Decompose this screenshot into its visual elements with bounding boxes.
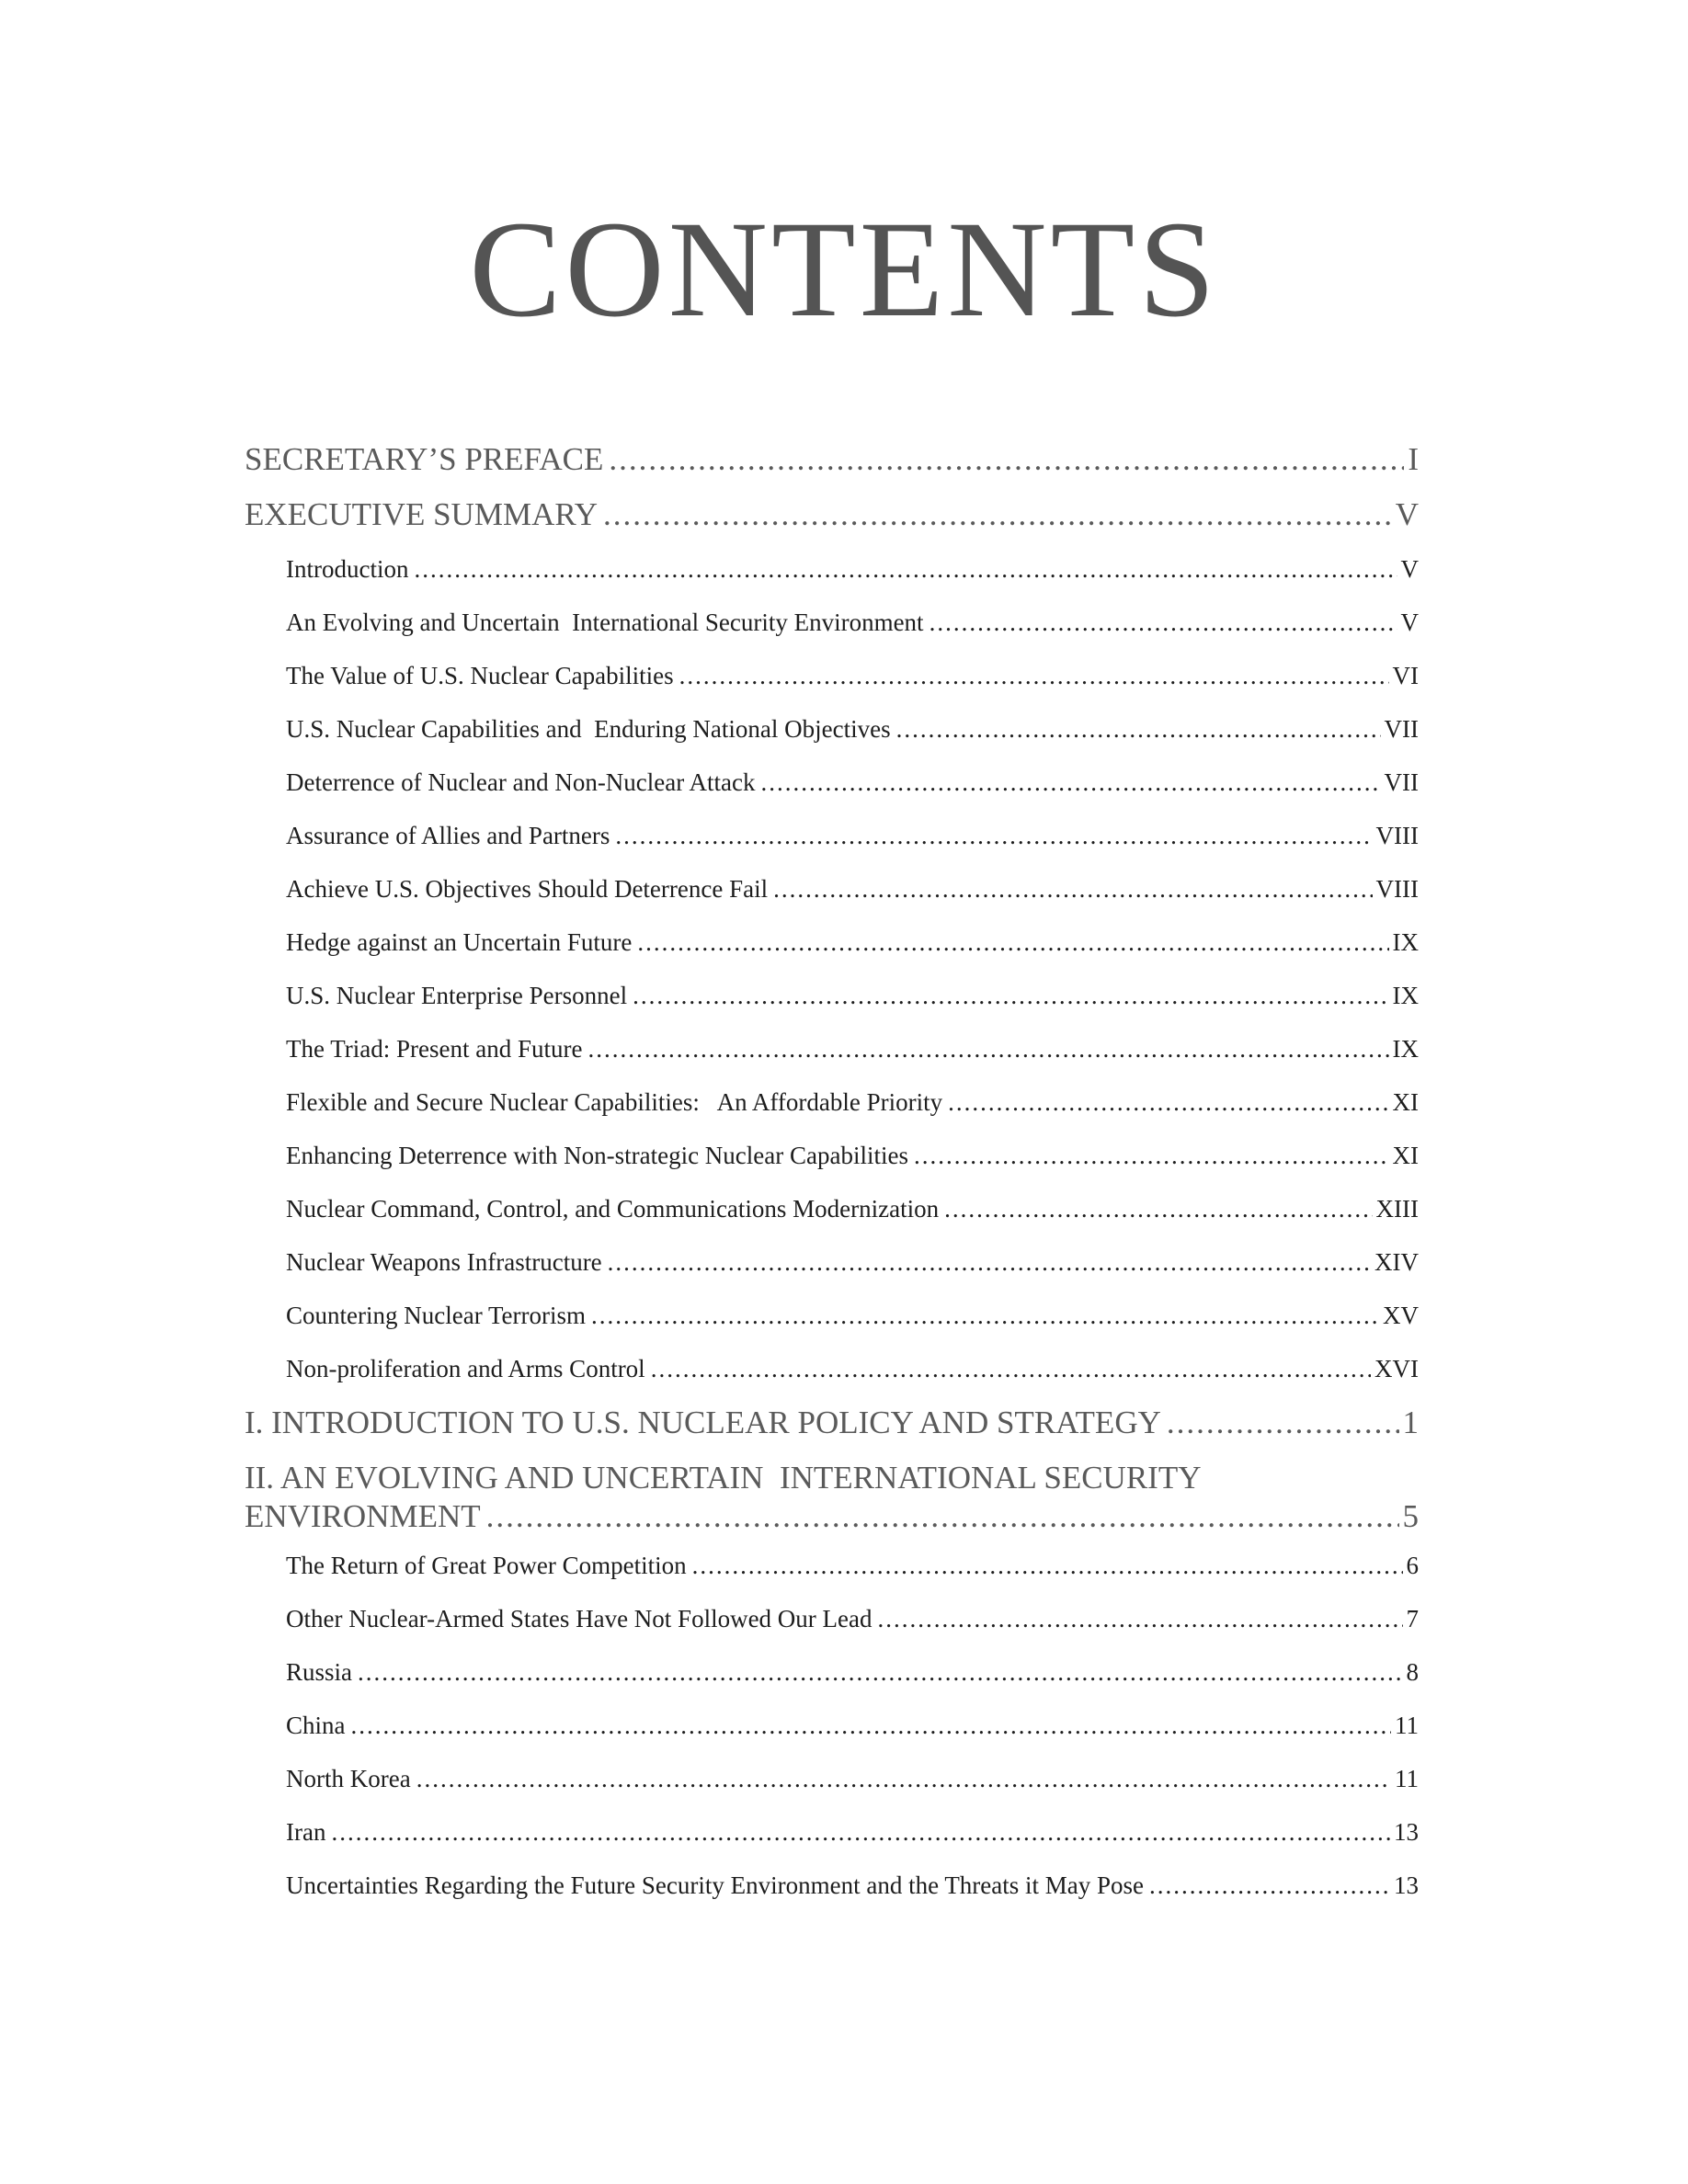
toc-page-number: XV <box>1383 1302 1419 1329</box>
dot-leader <box>351 1699 1392 1752</box>
toc-page-number: I <box>1408 441 1419 477</box>
toc-entry-label: Iran <box>286 1818 326 1846</box>
toc-page-number: XI <box>1392 1088 1419 1116</box>
toc-page-number: VII <box>1384 768 1419 796</box>
toc-page-number: IX <box>1392 1035 1419 1063</box>
toc-entry-label: The Triad: Present and Future <box>286 1035 583 1063</box>
dot-leader <box>591 1289 1379 1342</box>
toc-page-number: VII <box>1384 715 1419 743</box>
toc-entry-label: Assurance of Allies and Partners <box>286 822 610 849</box>
toc-entry-label: SECRETARY’S PREFACE <box>245 441 604 477</box>
toc-page-number: XI <box>1392 1142 1419 1169</box>
dot-leader <box>651 1342 1371 1395</box>
toc-entry-countering-terrorism[interactable] <box>245 1289 1419 1342</box>
page-title: CONTENTS <box>469 193 1219 346</box>
dot-leader <box>1167 1395 1399 1450</box>
toc-entry-future-uncertainties[interactable] <box>245 1859 1419 1912</box>
dot-leader <box>679 649 1389 702</box>
toc-entry-weapons-infrastructure[interactable] <box>245 1235 1419 1289</box>
toc-page-number: 1 <box>1402 1405 1419 1440</box>
dot-leader <box>773 862 1372 916</box>
toc-entry-great-power-competition[interactable] <box>245 1539 1419 1592</box>
toc-entry-label: Flexible and Secure Nuclear Capabilities: An Affordable Priority <box>286 1088 943 1116</box>
toc-entry-label: Non-proliferation and Arms Control <box>286 1355 645 1382</box>
toc-page-number: V <box>1395 496 1419 532</box>
toc-entry-value-of-nuclear-capabilities[interactable] <box>245 649 1419 702</box>
toc-page-number: 6 <box>1406 1552 1419 1579</box>
toc-entry-label: An Evolving and Uncertain International Security Environment <box>286 609 924 636</box>
toc-entry-label: The Return of Great Power Competition <box>286 1552 687 1579</box>
toc-entry-china[interactable] <box>245 1699 1419 1752</box>
toc-page-number: XIV <box>1374 1248 1419 1276</box>
toc-entry-achieve-objectives[interactable] <box>245 862 1419 916</box>
dot-leader <box>896 702 1381 756</box>
toc-entry-label: ENVIRONMENT <box>245 1498 481 1534</box>
toc-entry-label: Deterrence of Nuclear and Non-Nuclear Attack <box>286 768 756 796</box>
toc-page-number: VI <box>1392 662 1419 689</box>
toc-entry-label: North Korea <box>286 1765 411 1792</box>
dot-leader <box>331 1805 1390 1859</box>
toc-entry-enterprise-personnel[interactable] <box>245 969 1419 1022</box>
toc-entry-chapter-2[interactable] <box>245 1450 1419 1539</box>
toc-entry-label: Nuclear Command, Control, and Communications Modernization <box>286 1195 940 1223</box>
toc-entry-label: EXECUTIVE SUMMARY <box>245 496 599 532</box>
toc-entry-other-nuclear-states[interactable] <box>245 1592 1419 1645</box>
toc-entry-hedge-uncertain-future[interactable] <box>245 916 1419 969</box>
toc-entry-label: Enhancing Deterrence with Non-strategic Nuclear Capabilities <box>286 1142 908 1169</box>
toc-page-number: 11 <box>1395 1712 1419 1739</box>
dot-leader <box>760 756 1380 809</box>
toc-entry-deterrence-of-attack[interactable] <box>245 756 1419 809</box>
toc-entry-executive-summary[interactable] <box>245 487 1419 542</box>
toc-entry-label-line1: II. AN EVOLVING AND UNCERTAIN INTERNATIONAL SECURITY <box>245 1460 1202 1496</box>
dot-leader <box>603 487 1392 542</box>
toc-entry-label: Uncertainties Regarding the Future Security Environment and the Threats it May Pose <box>286 1871 1145 1899</box>
dot-leader <box>633 969 1388 1022</box>
toc-entry-non-strategic-capabilities[interactable] <box>245 1129 1419 1182</box>
toc-page-number: 5 <box>1402 1498 1419 1534</box>
dot-leader <box>609 432 1404 487</box>
dot-leader <box>948 1075 1388 1129</box>
toc-entry-label: Hedge against an Uncertain Future <box>286 928 633 956</box>
toc-page-number: 7 <box>1406 1605 1419 1632</box>
toc-entry-label: Other Nuclear-Armed States Have Not Followed Our Lead <box>286 1605 873 1632</box>
dot-leader <box>486 1495 1399 1539</box>
toc-entry-non-proliferation[interactable] <box>245 1342 1419 1395</box>
toc-entry-assurance-of-allies[interactable] <box>245 809 1419 862</box>
dot-leader <box>416 1752 1391 1805</box>
toc-entry-label: The Value of U.S. Nuclear Capabilities <box>286 662 674 689</box>
toc-entry-north-korea[interactable] <box>245 1752 1419 1805</box>
toc-page-number: 13 <box>1394 1818 1419 1846</box>
toc-page-number: IX <box>1392 982 1419 1009</box>
toc-entry-triad[interactable] <box>245 1022 1419 1075</box>
toc-entry-introduction[interactable] <box>245 542 1419 596</box>
toc-entry-chapter-1[interactable] <box>245 1395 1419 1450</box>
toc-entry-flexible-secure-capabilities[interactable] <box>245 1075 1419 1129</box>
toc-entry-label: Achieve U.S. Objectives Should Deterrence Fail <box>286 875 769 903</box>
table-of-contents <box>245 432 1419 1912</box>
toc-page-number: XIII <box>1375 1195 1419 1223</box>
toc-page-number: 8 <box>1406 1658 1419 1686</box>
toc-entry-evolving-security-environment[interactable] <box>245 596 1419 649</box>
toc-page-number: 11 <box>1395 1765 1419 1792</box>
toc-entry-iran[interactable] <box>245 1805 1419 1859</box>
dot-leader <box>587 1022 1388 1075</box>
toc-entry-label: U.S. Nuclear Enterprise Personnel <box>286 982 628 1009</box>
toc-page-number: V <box>1400 609 1419 636</box>
dot-leader <box>358 1645 1402 1699</box>
toc-entry-label: Introduction <box>286 555 409 583</box>
dot-leader <box>1149 1859 1390 1912</box>
toc-page-number: IX <box>1392 928 1419 956</box>
dot-leader <box>944 1182 1372 1235</box>
toc-page-number: VIII <box>1375 875 1419 903</box>
toc-entry-label: Russia <box>286 1658 353 1686</box>
toc-page-number: V <box>1400 555 1419 583</box>
dot-leader <box>637 916 1388 969</box>
dot-leader <box>692 1539 1403 1592</box>
dot-leader <box>414 542 1397 596</box>
toc-entry-label: China <box>286 1712 346 1739</box>
toc-entry-label: U.S. Nuclear Capabilities and Enduring National Objectives <box>286 715 891 743</box>
toc-entry-chapter-2-line2[interactable] <box>245 1495 1419 1539</box>
dot-leader <box>608 1235 1371 1289</box>
toc-page-number: XVI <box>1374 1355 1419 1382</box>
toc-page-number: VIII <box>1375 822 1419 849</box>
toc-entry-nc3-modernization[interactable] <box>245 1182 1419 1235</box>
toc-entry-enduring-national-objectives[interactable] <box>245 702 1419 756</box>
dot-leader <box>930 596 1397 649</box>
dot-leader <box>878 1592 1403 1645</box>
toc-entry-label: Nuclear Weapons Infrastructure <box>286 1248 602 1276</box>
toc-entry-label: Countering Nuclear Terrorism <box>286 1302 587 1329</box>
toc-entry-russia[interactable] <box>245 1645 1419 1699</box>
toc-entry-secretarys-preface[interactable] <box>245 432 1419 487</box>
toc-page-number: 13 <box>1394 1871 1419 1899</box>
dot-leader <box>914 1129 1389 1182</box>
toc-entry-label: I. INTRODUCTION TO U.S. NUCLEAR POLICY AND STRATEGY <box>245 1405 1161 1440</box>
dot-leader <box>615 809 1372 862</box>
